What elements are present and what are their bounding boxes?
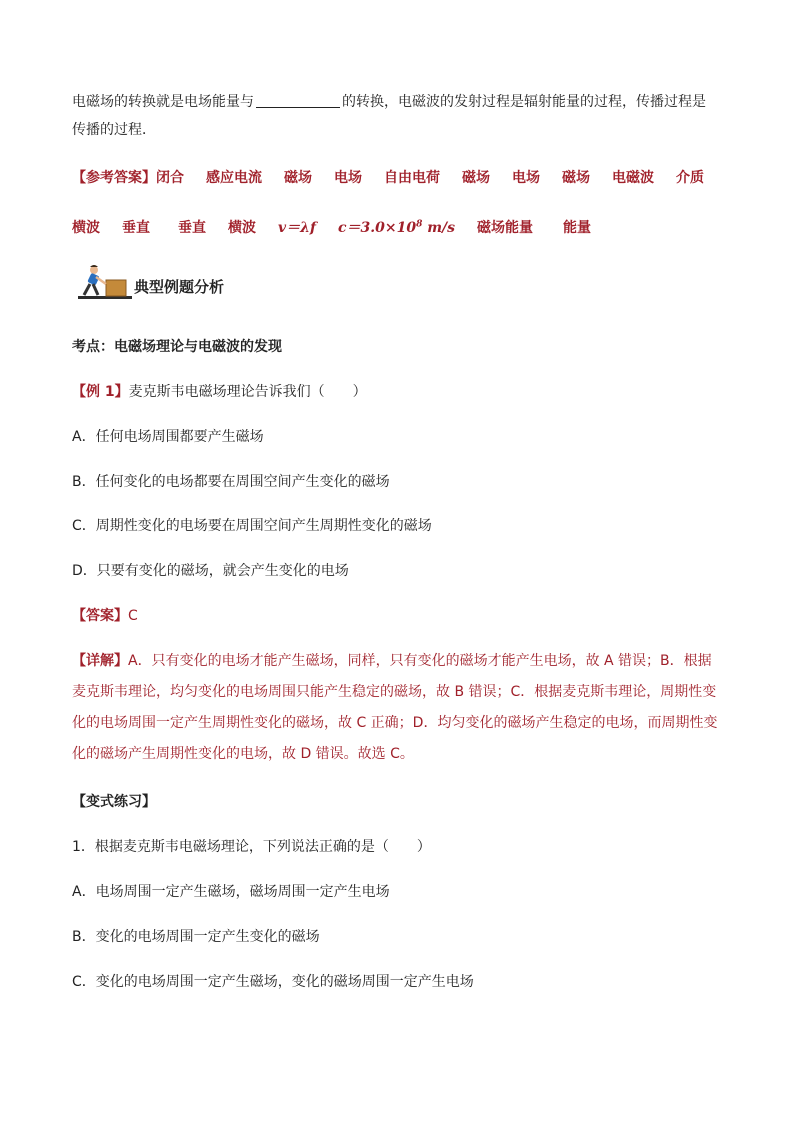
formula-light-speed-exponent: 8 — [416, 219, 423, 229]
practice-option-a: A．电场周围一定产生磁场，磁场周围一定产生电场 — [72, 884, 390, 900]
explanation — [72, 646, 722, 770]
answer-item: 横波 — [72, 219, 100, 236]
answer-item: 垂直 — [122, 219, 150, 236]
example-question-text: 麦克斯韦电磁场理论告诉我们（ ） — [128, 384, 367, 400]
answer-item: 磁场 — [462, 170, 490, 186]
example-label: 【例 1】 — [72, 384, 129, 400]
reference-answer-row-2 — [72, 214, 613, 238]
explanation-text: A．只有变化的电场才能产生磁场，同样，只有变化的磁场才能产生电场，故 A 错误；B．根据麦克斯韦理论，均匀变化的电场周围只能产生稳定的磁场，故 B 错误；C．根据麦克斯韦理论，周期性变化的电场周围一定产生周期性变化的磁场，故 C 正确；D．均匀变化的磁场产生稳定的电场，而周期性变化的磁场产生周期性变化的电场，故 D 错误。故选 C。 — [72, 653, 718, 762]
topic-line: 考点：电磁场理论与电磁波的发现 — [72, 339, 282, 355]
explanation-label: 【详解】 — [72, 653, 128, 669]
answer-line — [72, 606, 138, 626]
answer-item: 自由电荷 — [384, 170, 440, 186]
intro-line-2 — [72, 120, 156, 140]
formula-light-speed — [338, 220, 455, 236]
intro-text-b: 的转换，电磁波的发射过程是辐射能量的过程，传播过程是 — [342, 94, 706, 110]
answer-item: 能量 — [563, 219, 592, 236]
answer-item: 磁场能量 — [477, 219, 534, 236]
practice-option-c: C．变化的电场周围一定产生磁场，变化的磁场周围一定产生电场 — [72, 974, 474, 990]
answer-label: 【答案】 — [72, 608, 128, 624]
example-1-question — [72, 382, 367, 402]
answer-item: 垂直 — [178, 219, 206, 236]
answer-item: 介质 — [676, 170, 704, 186]
reference-answer-row-1 — [72, 168, 704, 188]
intro-line-1 — [72, 92, 706, 112]
answer-item: 感应电流 — [206, 170, 262, 186]
option-c: C．周期性变化的电场要在周围空间产生周期性变化的磁场 — [72, 518, 432, 534]
intro-text-c: 传播的过程． — [72, 122, 156, 138]
person-pushing-box-icon — [74, 262, 134, 302]
fill-blank — [256, 93, 340, 108]
answer-item: 闭合 — [156, 170, 184, 186]
answer-item: 电场 — [512, 170, 540, 186]
answer-value: C — [128, 608, 138, 624]
practice-option-b: B．变化的电场周围一定产生变化的磁场 — [72, 929, 320, 945]
intro-text-a: 电磁场的转换就是电场能量与 — [72, 94, 254, 110]
practice-question: 1．根据麦克斯韦电磁场理论，下列说法正确的是（ ） — [72, 839, 431, 855]
answer-item: 电场 — [334, 170, 362, 186]
practice-label: 【变式练习】 — [72, 794, 156, 810]
formula-wave-speed: v＝λf — [278, 219, 316, 236]
answer-item: 磁场 — [284, 170, 312, 186]
answer-item: 磁场 — [562, 170, 590, 186]
option-a: A．任何电场周围都要产生磁场 — [72, 429, 264, 445]
reference-answer-label: 【参考答案】 — [72, 170, 156, 186]
answer-item: 电磁波 — [612, 170, 654, 186]
answer-item: 横波 — [228, 219, 256, 236]
option-b: B．任何变化的电场都要在周围空间产生变化的磁场 — [72, 474, 390, 490]
section-title: 典型例题分析 — [134, 278, 225, 296]
formula-light-speed-base: c＝3.0×10 — [337, 219, 417, 236]
option-d: D．只要有变化的磁场，就会产生变化的电场 — [72, 563, 349, 579]
formula-light-speed-unit: m/s — [422, 219, 456, 236]
